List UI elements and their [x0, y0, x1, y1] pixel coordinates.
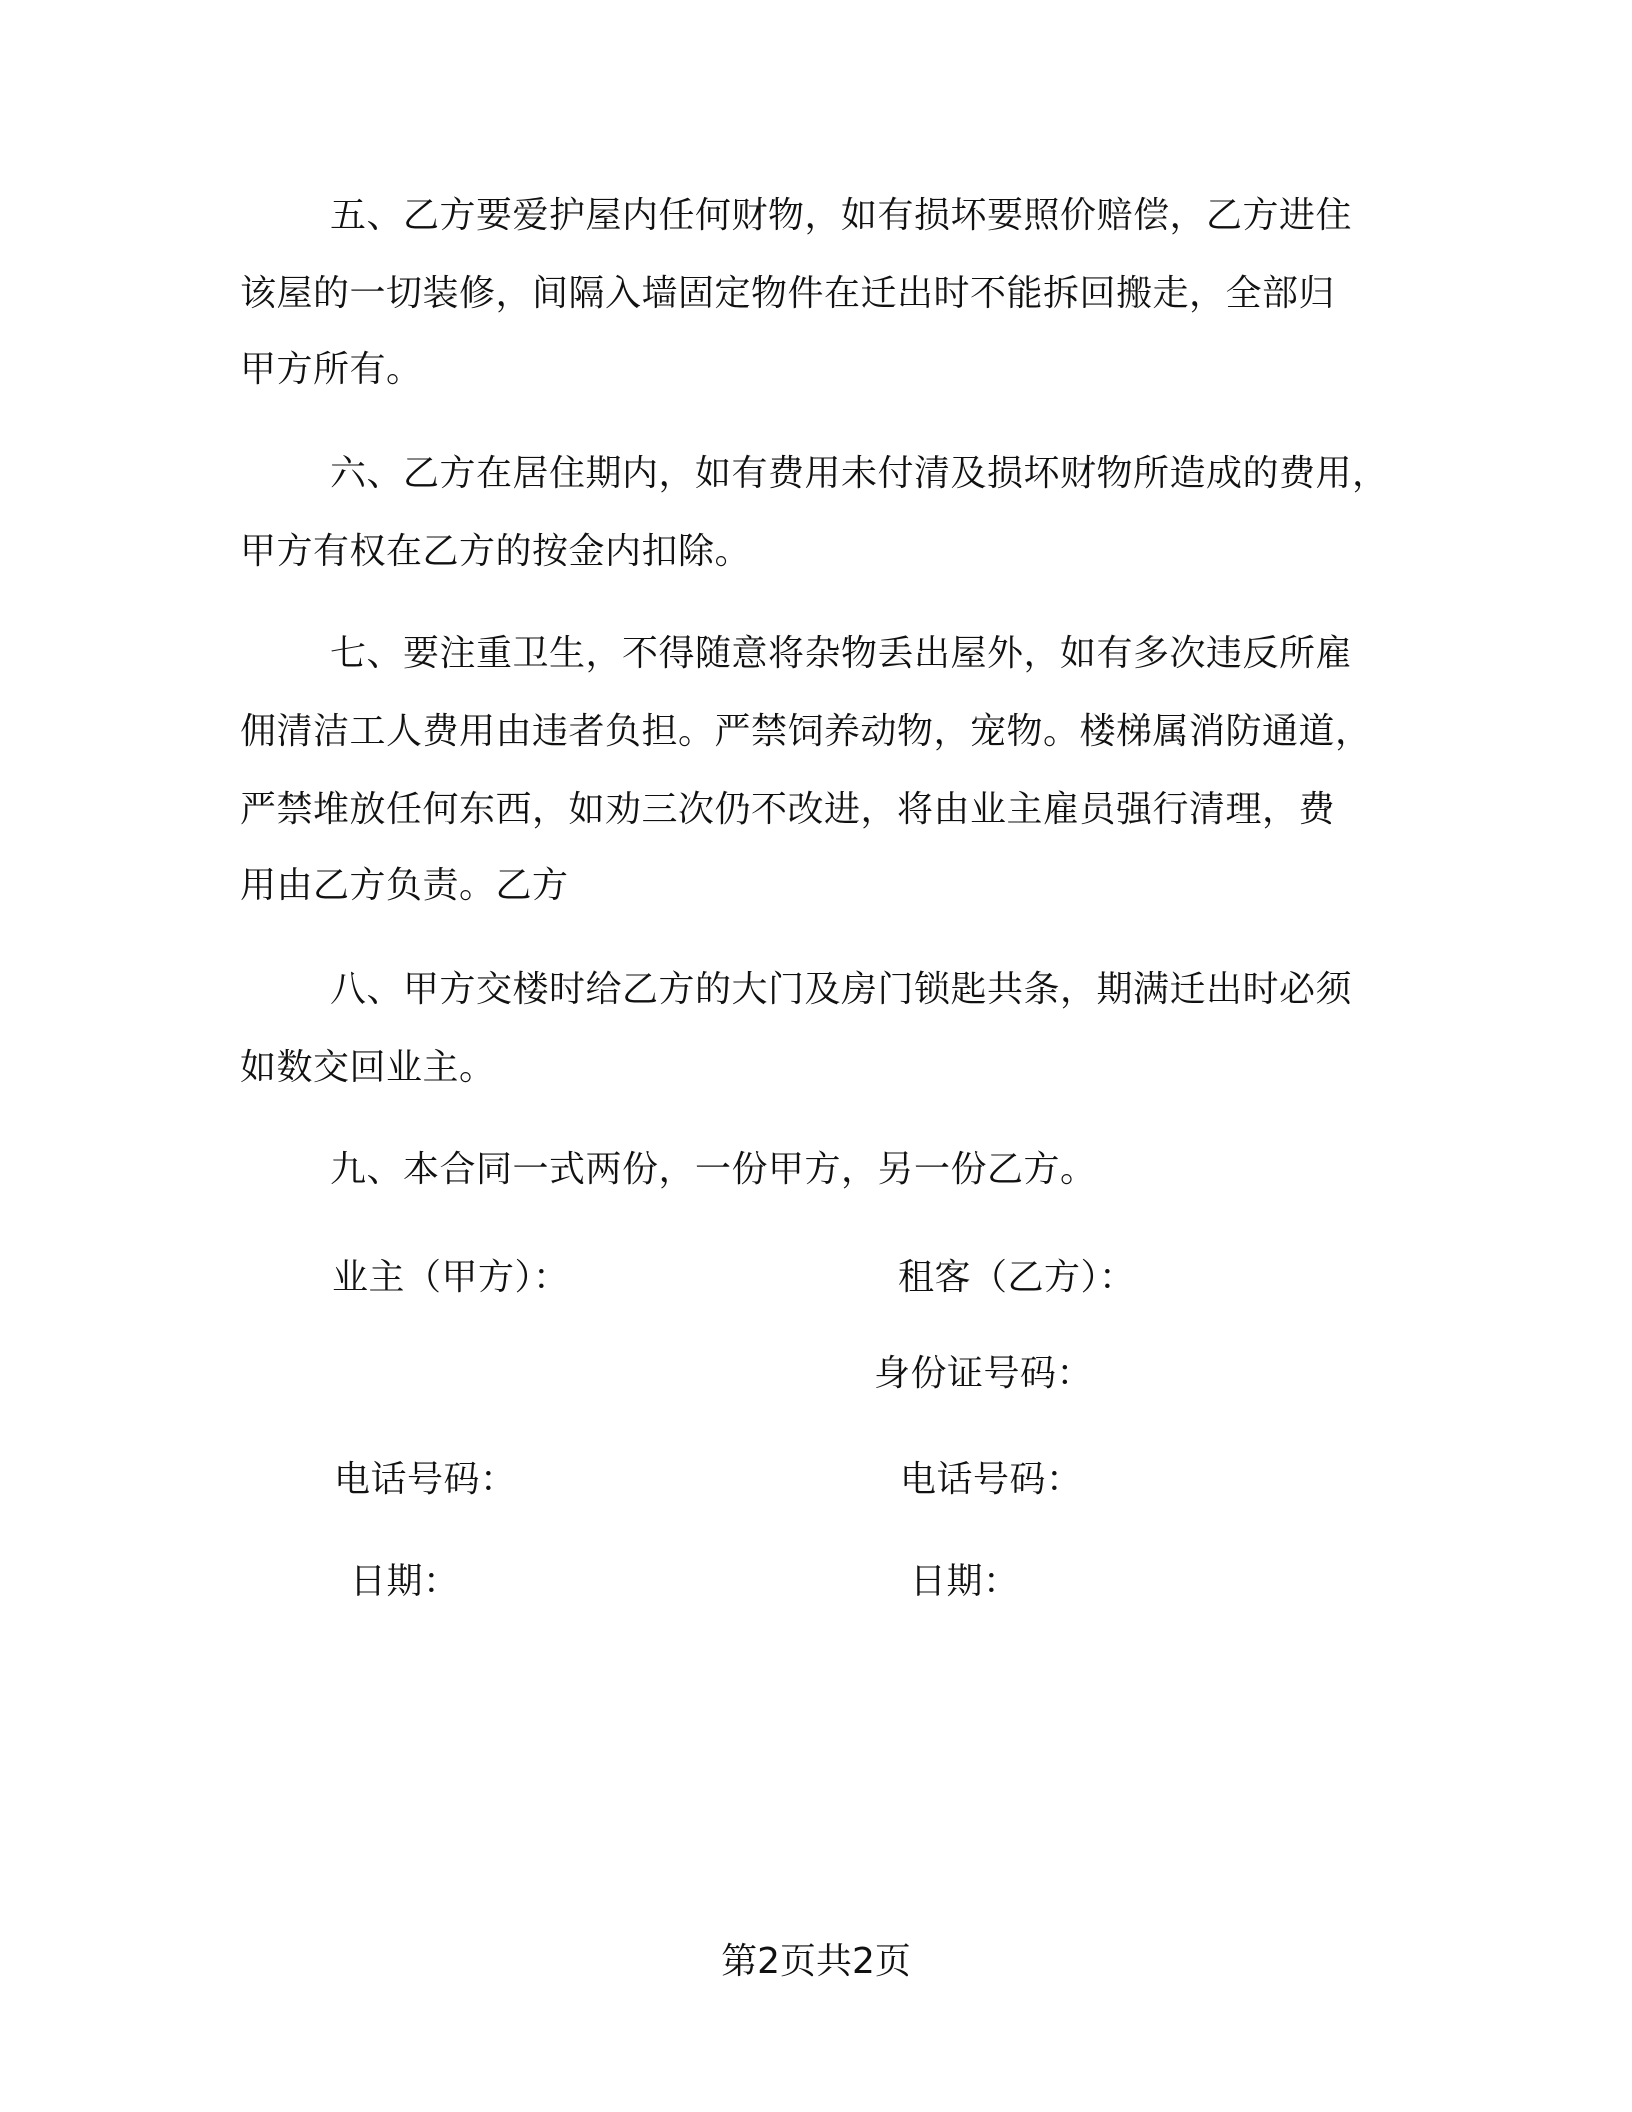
clause-eight-line-1: 八、甲方交楼时给乙方的大门及房门锁匙共条，期满迁出时必须	[330, 969, 1353, 1010]
clause-five-line-1: 五、乙方要爱护屋内任何财物，如有损坏要照价赔偿，乙方进住	[330, 195, 1353, 236]
page-number-footer: 第2页共2页	[721, 1941, 911, 1982]
clause-eight-line-2: 如数交回业主。	[240, 1047, 496, 1088]
clause-six-line-1: 六、乙方在居住期内，如有费用未付清及损坏财物所造成的费用，	[330, 453, 1389, 494]
party-a-date-label: 日期：	[350, 1561, 460, 1602]
party-a-label: 业主（甲方）：	[332, 1257, 570, 1298]
clause-seven-line-2: 佣清洁工人费用由违者负担。严禁饲养动物，宠物。楼梯属消防通道，	[240, 711, 1372, 752]
party-b-label: 租客（乙方）：	[898, 1257, 1136, 1298]
clause-five-line-2: 该屋的一切装修，间隔入墙固定物件在迁出时不能拆回搬走，全部归	[240, 273, 1336, 314]
id-number-label: 身份证号码：	[874, 1353, 1094, 1394]
clause-seven-line-4: 用由乙方负责。乙方	[240, 865, 569, 906]
clause-nine-line-1: 九、本合同一式两份，一份甲方，另一份乙方。	[330, 1149, 1097, 1190]
clause-seven-line-3: 严禁堆放任何东西，如劝三次仍不改进，将由业主雇员强行清理，费	[240, 789, 1336, 830]
clause-seven-line-1: 七、要注重卫生，不得随意将杂物丢出屋外，如有多次违反所雇	[330, 633, 1353, 674]
clause-six-line-2: 甲方有权在乙方的按金内扣除。	[240, 531, 752, 572]
party-a-phone-label: 电话号码：	[334, 1459, 517, 1500]
clause-five-line-3: 甲方所有。	[240, 349, 423, 390]
party-b-phone-label: 电话号码：	[900, 1459, 1083, 1500]
party-b-date-label: 日期：	[910, 1561, 1020, 1602]
